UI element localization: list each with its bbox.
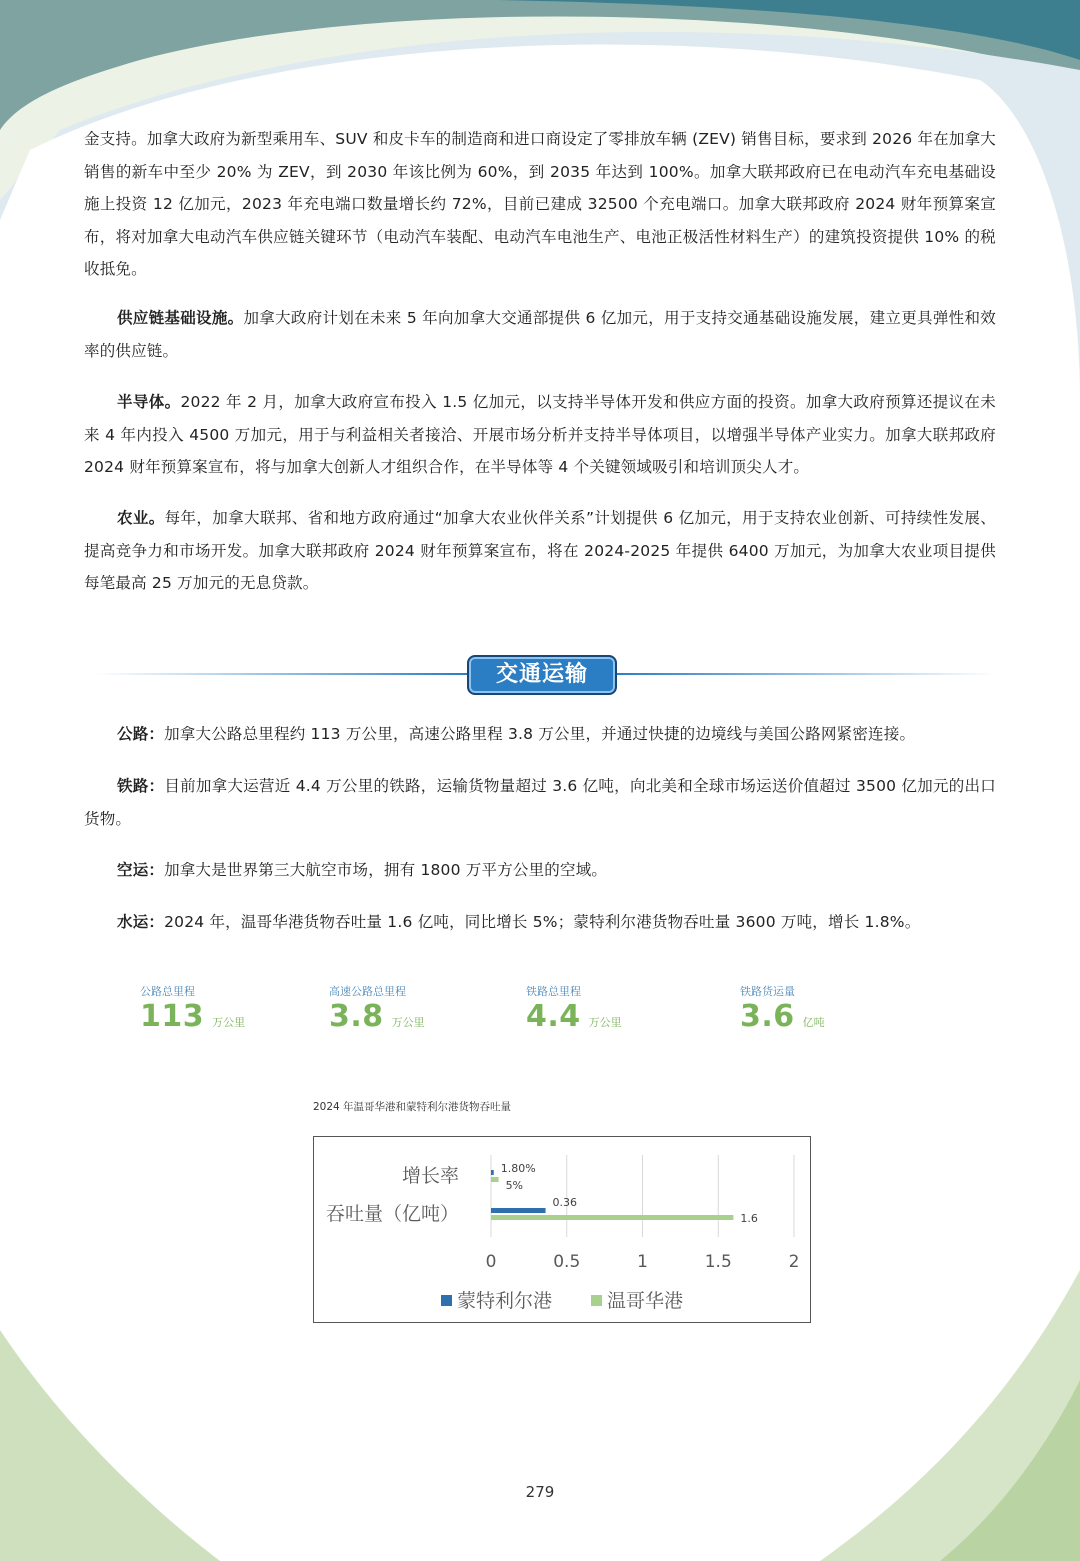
- paragraph-rail: 铁路：目前加拿大运营近 4.4 万公里的铁路，运输货物量超过 3.6 亿吨，向北美和全球市场运送价值超过 3500 亿加元的出口货物。: [84, 777, 996, 828]
- x-tick-label: 0: [485, 1252, 497, 1272]
- section-divider-right: [613, 673, 998, 675]
- stat-highway-length: [329, 983, 425, 1034]
- paragraph-supply-chain: 供应链基础设施。加拿大政府计划在未来 5 年向加拿大交通部提供 6 亿加元，用于支持交通基础设施发展，建立更具弹性和效率的供应链。: [84, 309, 996, 360]
- stat-road-length: [140, 983, 245, 1034]
- data-label: 1.80%: [500, 1162, 536, 1175]
- chart-caption: 2024 年温哥华港和蒙特利尔港货物吞吐量: [313, 1101, 512, 1113]
- legend-swatch: [441, 1295, 452, 1306]
- stat-rail-length: [526, 983, 622, 1034]
- paragraph-water: 水运：2024 年，温哥华港货物吞吐量 1.6 亿吨，同比增长 5%；蒙特利尔港货物吞吐量 3600 万吨，增长 1.8%。: [117, 913, 921, 931]
- stat-rail-freight: [740, 983, 825, 1034]
- stat-value: 113: [140, 999, 205, 1034]
- legend-label: 温哥华港: [607, 1290, 684, 1312]
- section-divider-left: [96, 673, 467, 675]
- legend-label: 蒙特利尔港: [457, 1290, 553, 1312]
- stat-value: 3.6: [740, 999, 795, 1034]
- x-tick-label: 0.5: [553, 1252, 581, 1272]
- stat-label: 铁路总里程: [526, 985, 581, 998]
- paragraph-ev-support: 金支持。加拿大政府为新型乘用车、SUV 和皮卡车的制造商和进口商设定了零排放车辆 (ZEV) 销售目标，要求到 2026 年在加拿大销售的新车中至少 20% 为 ZEV，到 2030 年该比例为 60%，到 2035 年达到 100%。加拿大联邦政府已在电动汽车充电基础设施上投资 12 亿加元，2023 年充电端口数量增长约 72%，目前已建成 32500 个充电端口。加拿大联邦政府 2024 财年预算案宣布，将对加拿大电动汽车供应链关键环节（电动汽车装配、电动汽车电池生产、电池正极活性材料生产）的建筑投资提供 10% 的税收抵免。: [84, 130, 996, 278]
- stat-unit: 万公里: [212, 1016, 246, 1029]
- stat-unit: 亿吨: [802, 1016, 825, 1029]
- data-label: 1.6: [740, 1212, 758, 1225]
- bar: [491, 1177, 499, 1182]
- x-tick-label: 1: [637, 1252, 648, 1272]
- y-category-label: 吞吐量（亿吨）: [325, 1203, 459, 1225]
- page-number: 279: [525, 1483, 555, 1501]
- section-title: 交通运输: [467, 655, 617, 695]
- port-throughput-chart: [314, 1137, 809, 1321]
- stat-label: 高速公路总里程: [329, 985, 406, 998]
- paragraph-agriculture: 农业。每年，加拿大联邦、省和地方政府通过“加拿大农业伙伴关系”计划提供 6 亿加元，用于支持农业创新、可持续性发展、提高竞争力和市场开发。加拿大联邦政府 2024 财年预算案宣布，将在 2024-2025 年提供 6400 万加元，为加拿大农业项目提供每笔最高 25 万加元的无息贷款。: [84, 509, 997, 592]
- stat-label: 公路总里程: [140, 985, 195, 998]
- chart-frame: [313, 1136, 811, 1323]
- bar: [491, 1215, 733, 1220]
- x-tick-label: 2: [788, 1252, 800, 1272]
- data-label: 5%: [505, 1179, 524, 1192]
- paragraph-semiconductor: 半导体。2022 年 2 月，加拿大政府宣布投入 1.5 亿加元，以支持半导体开发和供应方面的投资。加拿大政府预算还提议在未来 4 年内投入 4500 万加元，用于与利益相关者接洽、开展市场分析并支持半导体项目，以增强半导体产业实力。加拿大联邦政府 2024 财年预算案宣布，将与加拿大创新人才组织合作，在半导体等 4 个关键领域吸引和培训顶尖人才。: [84, 393, 996, 476]
- stat-value: 3.8: [329, 999, 384, 1034]
- paragraph-air: 空运：加拿大是世界第三大航空市场，拥有 1800 万平方公里的空域。: [117, 861, 608, 879]
- stat-label: 铁路货运量: [740, 985, 795, 998]
- legend-swatch: [591, 1295, 602, 1306]
- stat-unit: 万公里: [588, 1016, 622, 1029]
- bar: [491, 1208, 546, 1213]
- x-tick-label: 1.5: [704, 1252, 732, 1272]
- stat-unit: 万公里: [391, 1016, 425, 1029]
- stat-value: 4.4: [526, 999, 581, 1034]
- paragraph-road: 公路：加拿大公路总里程约 113 万公里，高速公路里程 3.8 万公里，并通过快捷的边境线与美国公路网紧密连接。: [117, 725, 916, 743]
- data-label: 0.36: [552, 1196, 578, 1209]
- bar: [491, 1170, 494, 1175]
- y-category-label: 增长率: [401, 1165, 459, 1187]
